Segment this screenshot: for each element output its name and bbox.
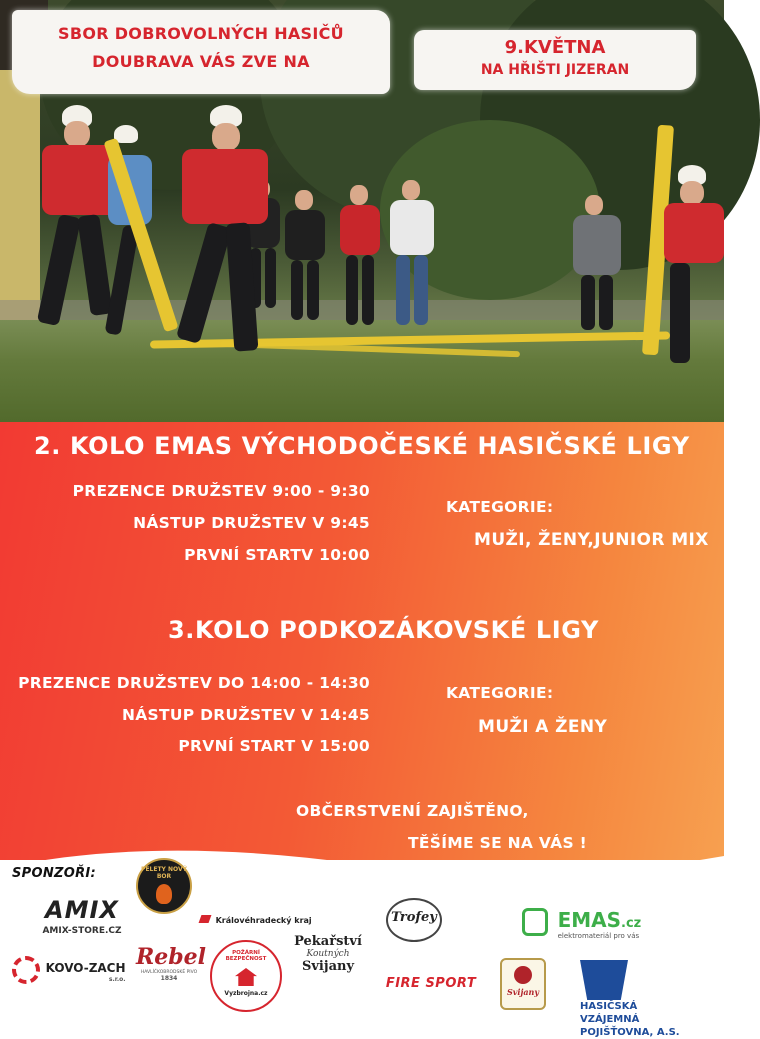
hvp-shield-icon xyxy=(580,960,628,1000)
building-wall xyxy=(0,70,40,320)
organizer-line: SBOR DOBROVOLNÝCH HASIČŮ xyxy=(58,24,344,43)
round3-schedule-item: NÁSTUP DRUŽSTEV V 14:45 xyxy=(121,706,370,724)
invitation-banner xyxy=(12,10,390,94)
pelety-logo xyxy=(136,858,192,914)
hvp-line1: HASIČSKÁ xyxy=(580,1001,638,1012)
vyzbrojna-logo xyxy=(210,940,282,1012)
hvp-logo xyxy=(580,960,716,1039)
hvp-line2: VZÁJEMNÁ xyxy=(580,1014,640,1025)
rebel-tagline: HAVLÍČKOBRODSKÉ PIVO xyxy=(140,970,198,975)
emas-wordmark: EMAS xyxy=(557,908,622,932)
vyzbrojna-arc-text: POŽÁRNÍ BEZPEČNOST xyxy=(225,950,267,962)
emas-tagline: elektromateriál pro vás xyxy=(557,932,640,940)
svijany-logo xyxy=(500,958,546,1010)
house-icon xyxy=(235,968,257,986)
round2-title: 2. KOLO EMAS VÝCHODOČESKÉ HASIČSKÉ LIGY xyxy=(34,432,690,460)
kovozach-sro: s.r.o. xyxy=(108,976,126,983)
round3-title: 3.KOLO PODKOZÁKOVSKÉ LIGY xyxy=(168,616,600,644)
sponsors-section xyxy=(0,838,724,1038)
kovozach-wordmark: KOVO-ZACH xyxy=(45,961,126,975)
round2-category-value: MUŽI, ŽENY,JUNIOR MIX xyxy=(474,530,709,550)
emas-plug-icon xyxy=(522,908,548,936)
round3-schedule-item: PRVNÍ START V 15:00 xyxy=(178,737,370,755)
pekarstvi-line1: Pekařství xyxy=(294,934,362,949)
round3-category-label: KATEGORIE: xyxy=(446,684,554,702)
pekarstvi-line3: Svijany xyxy=(301,959,354,974)
event-info-panel xyxy=(0,422,724,860)
kraj-wordmark: Královéhradecký kraj xyxy=(215,916,312,925)
round2-schedule-item: PREZENCE DRUŽSTEV 9:00 - 9:30 xyxy=(72,482,370,500)
pekarstvi-line2: Koutných xyxy=(306,949,350,959)
event-venue: NA HŘIŠTI JIZERAN xyxy=(480,62,630,78)
round2-schedule-item: PRVNÍ STARTV 10:00 xyxy=(184,546,370,564)
invitation-line: DOUBRAVA VÁS ZVE NA xyxy=(92,52,310,71)
round3-category-value: MUŽI A ŽENY xyxy=(478,717,608,737)
kovozach-logo xyxy=(12,956,128,984)
sponsors-title: SPONZOŘI: xyxy=(12,866,97,881)
trofey-logo xyxy=(386,898,442,942)
amix-url: AMIX-STORE.CZ xyxy=(42,926,122,936)
amix-logo xyxy=(30,896,134,936)
kraj-emblem-icon xyxy=(199,915,212,923)
event-date: 9.KVĚTNA xyxy=(504,37,606,58)
kraj-logo xyxy=(200,908,330,927)
round2-category-label: KATEGORIE: xyxy=(446,498,554,516)
hero-photo xyxy=(0,0,724,422)
amix-wordmark: AMIX xyxy=(45,896,119,924)
gear-icon xyxy=(12,956,40,984)
pelety-wordmark: PELETY NOVÝ BOR xyxy=(141,866,187,880)
emas-tld: .cz xyxy=(621,916,642,931)
pekarstvi-logo xyxy=(288,934,368,974)
crest-icon xyxy=(514,966,532,984)
rebel-wordmark: Rebel xyxy=(136,944,207,970)
rebel-year: 1834 xyxy=(160,975,178,982)
greeting-note: TĚŠÍME SE NA VÁS ! xyxy=(408,834,587,852)
refreshments-note: OBČERSTVENÍ ZAJIŠTĚNO, xyxy=(296,802,529,820)
firesport-logo xyxy=(374,976,488,991)
svijany-wordmark: Svijany xyxy=(506,987,539,997)
rebel-logo xyxy=(136,944,207,982)
firesport-wordmark: FIRE SPORT xyxy=(385,976,477,991)
round3-schedule-item: PREZENCE DRUŽSTEV DO 14:00 - 14:30 xyxy=(18,674,370,692)
round2-schedule-item: NÁSTUP DRUŽSTEV V 9:45 xyxy=(133,514,370,532)
hvp-line3: POJIŠŤOVNA, A.S. xyxy=(580,1027,680,1038)
emas-logo xyxy=(522,908,662,940)
trofey-wordmark: Trofey xyxy=(391,910,437,925)
flame-icon xyxy=(156,884,172,904)
date-banner xyxy=(414,30,696,90)
vyzbrojna-url: Vyzbrojna.cz xyxy=(224,990,268,997)
